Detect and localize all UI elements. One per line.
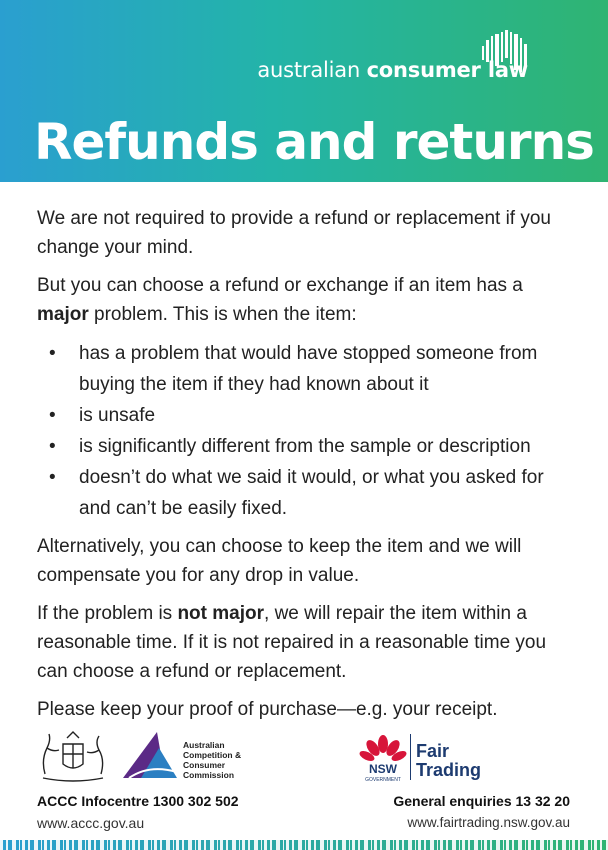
fair-trading-name [416, 742, 481, 780]
fair-line: Trading [416, 760, 482, 780]
nsw-label: NSW [369, 762, 397, 776]
general-enquiries: General enquiries 13 32 20 [393, 793, 570, 809]
accc-url[interactable]: www.accc.gov.au [37, 815, 145, 831]
bullet-icon: • [49, 467, 56, 488]
nsw-sub-label: GOVERNMENT [365, 777, 401, 783]
bottom-barcode-strip [0, 840, 608, 850]
paragraph-compensation: Alternatively, you can choose to keep the item and we will compensate you for any drop in value. [37, 536, 522, 586]
paragraph-major-problem [37, 271, 577, 329]
emphasis-not-major: not major [177, 603, 265, 624]
fair-trading-url[interactable]: www.fairtrading.nsw.gov.au [407, 815, 570, 830]
coat-of-arms-icon [37, 730, 109, 784]
list-item-text: has a problem that would have stopped someone from buying the item if they had known about it [79, 343, 538, 395]
logo-divider [410, 734, 411, 780]
accc-infocentre: ACCC Infocentre 1300 302 502 [37, 793, 239, 809]
accc-logo-icon [119, 728, 181, 782]
bullet-icon: • [49, 436, 56, 457]
list-item-text: is unsafe [79, 405, 156, 426]
policy-content [37, 204, 577, 733]
list-item [37, 462, 577, 524]
emphasis-major: major [37, 304, 89, 325]
accc-footer [37, 728, 337, 838]
fair-trading-footer [350, 728, 570, 838]
paragraph-text: , we will repair the item within a reasonable time. If it is not repaired in a reasonable time you can choose a refund or replacement. [37, 603, 547, 682]
nsw-waratah-icon [358, 728, 408, 784]
list-item [37, 400, 577, 431]
paragraph-text: problem. This is when the item: [88, 304, 357, 325]
page-title: Refunds and returns [34, 113, 594, 171]
accc-line: Consumer [183, 760, 226, 770]
bullet-icon: • [49, 343, 56, 364]
accc-line: Competition & [183, 750, 242, 760]
major-problem-list [37, 338, 577, 524]
fair-line: Fair [416, 741, 450, 761]
paragraph-change-of-mind: We are not required to provide a refund or replacement if you change your mind. [37, 208, 551, 258]
brand-name [257, 58, 528, 82]
bullet-icon: • [49, 405, 56, 426]
accc-name [183, 740, 241, 780]
list-item-text: doesn’t do what we said it would, or what you asked for and can’t be easily fixed. [79, 467, 544, 519]
paragraph-text: But you can choose a refund or exchange if an item has a [37, 275, 523, 296]
accc-line: Commission [183, 770, 235, 780]
header-banner [0, 0, 608, 182]
brand-light: australian [257, 58, 367, 82]
list-item [37, 431, 577, 462]
paragraph-proof-of-purchase: Please keep your proof of purchase—e.g. your receipt. [37, 699, 498, 720]
list-item [37, 338, 577, 400]
paragraph-not-major [37, 599, 577, 686]
list-item-text: is significantly different from the sample or description [79, 436, 531, 457]
accc-line: Australian [183, 740, 225, 750]
paragraph-text: If the problem is [37, 603, 178, 624]
brand-bold: consumer law [366, 58, 528, 82]
